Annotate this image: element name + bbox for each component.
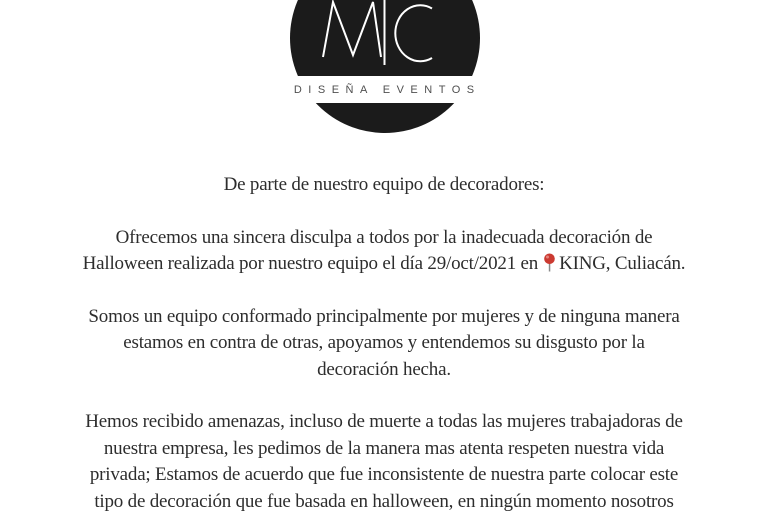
apology-line-2-text: Halloween realizada por nuestro equipo el día 29/oct/2021 en — [83, 253, 538, 274]
letter-body — [0, 172, 768, 515]
threats-paragraph — [0, 409, 768, 515]
salutation-paragraph — [0, 172, 768, 199]
apology-line-2-location: KING, Culiacán. — [559, 253, 685, 274]
apology-line-2 — [0, 251, 768, 278]
location-pin-icon — [543, 253, 556, 273]
apology-line-1: Ofrecemos una sincera disculpa a todos por la inadecuada decoración de — [0, 225, 768, 252]
apology-paragraph — [0, 225, 768, 278]
logo-tagline: DISEÑA EVENTOS — [287, 84, 480, 96]
threats-line-3: privada; Estamos de acuerdo que fue inconsistente de nuestra parte colocar este — [0, 462, 768, 489]
logo-monogram-mc — [284, 0, 484, 70]
threats-line-1: Hemos recibido amenazas, incluso de muerte a todas las mujeres trabajadoras de — [0, 409, 768, 436]
salutation-line: De parte de nuestro equipo de decoradores: — [0, 172, 768, 199]
team-line-2: estamos en contra de otras, apoyamos y entendemos su disgusto por la — [0, 330, 768, 357]
brand-logo — [0, 0, 768, 133]
logo-tagline-band — [0, 76, 768, 103]
team-line-3: decoración hecha. — [0, 357, 768, 384]
team-line-1: Somos un equipo conformado principalmente por mujeres y de ninguna manera — [0, 304, 768, 331]
threats-line-2: nuestra empresa, les pedimos de la manera mas atenta respeten nuestra vida — [0, 436, 768, 463]
threats-line-4: tipo de decoración que fue basada en halloween, en ningún momento nosotros — [0, 489, 768, 515]
team-paragraph — [0, 304, 768, 384]
